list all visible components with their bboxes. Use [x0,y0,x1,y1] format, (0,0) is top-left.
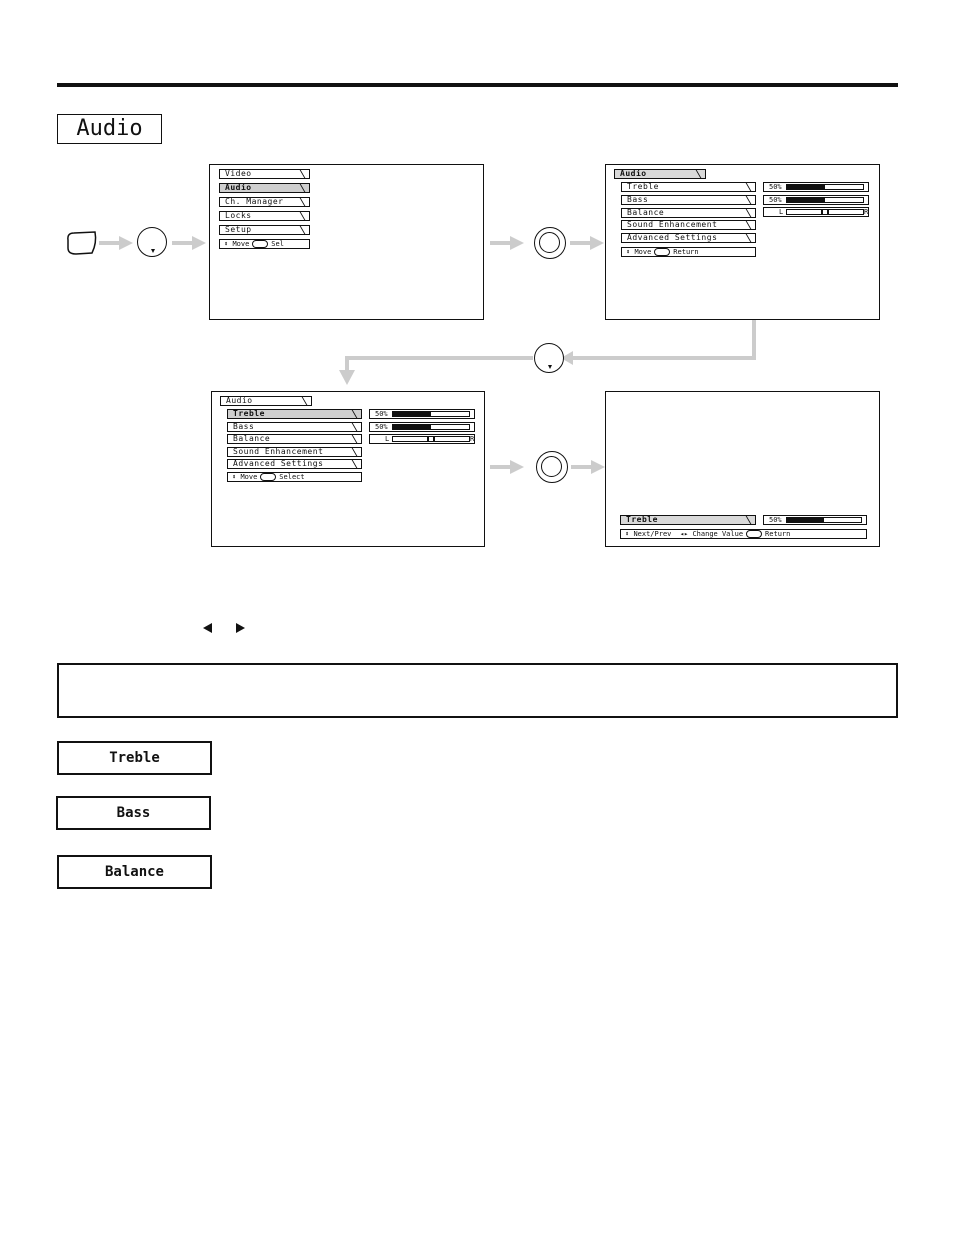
menu-item-ch-manager[interactable]: Ch. Manager [219,197,310,207]
select-button-icon [654,248,670,256]
audio-menu-title: Audio [614,169,706,179]
treble-fill [787,185,825,189]
audio-hint: ⬍ Move Select [227,472,362,482]
screen-audio-menu [605,164,880,320]
adjust-treble-fill [787,518,824,522]
bass-label: Bass [56,796,211,830]
audio-item-treble[interactable]: Treble [227,409,362,419]
balance-marker [827,210,829,214]
treble-fill [393,412,431,416]
select-knob-icon [534,343,564,373]
arrow-right-icon [490,236,526,250]
arrow-right-icon [571,460,607,474]
adjust-hint: ⬍ Next/Prev ◂▸ Change Value Return [620,529,867,539]
move-arrows-icon: ⬍ [626,248,631,256]
audio-item-advanced-settings[interactable]: Advanced Settings [227,459,362,469]
screen-main-menu [209,164,484,320]
section-title: Audio [57,114,162,144]
menu-item-setup[interactable]: Setup [219,225,310,235]
bass-fill [787,198,825,202]
select-knob-icon [137,227,167,257]
move-arrows-icon: ⬍ [625,530,630,538]
menu-item-video[interactable]: Video [219,169,310,179]
adjust-treble-bar: 50% [763,515,867,525]
treble-bar: 50% [763,182,869,192]
balance-bar: L R [763,207,869,217]
arrow-right-icon [172,236,208,250]
treble-label: Treble [57,741,212,775]
bass-bar: 50% [763,195,869,205]
select-button-icon [252,240,268,248]
audio-item-sound-enhancement[interactable]: Sound Enhancement [621,220,756,230]
treble-bar: 50% [369,409,475,419]
select-button-icon [536,451,568,483]
select-button-icon [534,227,566,259]
audio-item-treble[interactable]: Treble [621,182,756,192]
menu-item-locks[interactable]: Locks [219,211,310,221]
top-rule [57,83,898,87]
adjust-item-label: Treble [620,515,756,525]
left-arrow-icon [203,623,212,633]
arrow-right-icon [99,236,135,250]
audio-item-sound-enhancement[interactable]: Sound Enhancement [227,447,362,457]
balance-marker [433,437,435,441]
screen-audio-treble [211,391,485,547]
select-button-icon [260,473,276,481]
audio-item-advanced-settings[interactable]: Advanced Settings [621,233,756,243]
select-button-icon [746,530,762,538]
move-arrows-icon: ⬍ [232,473,237,481]
audio-menu-title: Audio [220,396,312,406]
balance-marker [427,437,429,441]
balance-label: Balance [57,855,212,889]
bass-fill [393,425,431,429]
right-arrow-icon [236,623,245,633]
move-arrows-icon: ⬍ [224,240,229,248]
audio-item-balance[interactable]: Balance [621,208,756,218]
audio-item-bass[interactable]: Bass [621,195,756,205]
note-box [57,663,898,718]
audio-item-bass[interactable]: Bass [227,422,362,432]
arrow-right-icon [490,460,526,474]
menu-item-audio[interactable]: Audio [219,183,310,193]
audio-item-balance[interactable]: Balance [227,434,362,444]
screen-treble-adjust [605,391,880,547]
balance-marker [821,210,823,214]
audio-hint: ⬍ Move Return [621,247,756,257]
bass-bar: 50% [369,422,475,432]
menu-hint: ⬍ Move Sel [219,239,310,249]
left-right-arrows-icon: ◂▸ [679,530,689,538]
balance-bar: L R [369,434,475,444]
arrow-right-icon [570,236,606,250]
